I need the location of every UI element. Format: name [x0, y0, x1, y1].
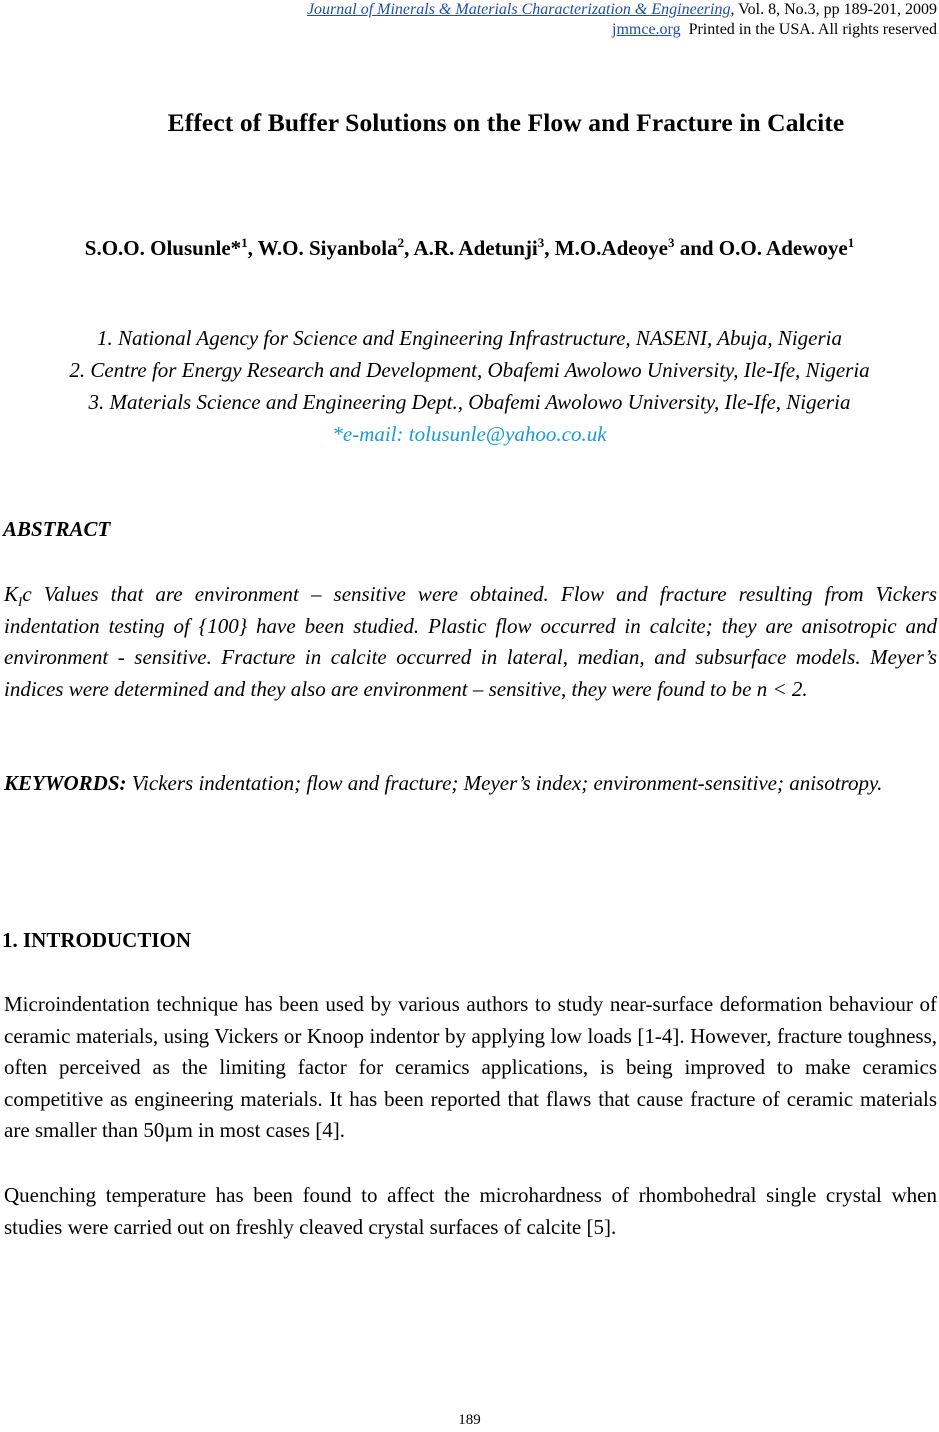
paper-title: Effect of Buffer Solutions on the Flow and Fracture in Calcite: [167, 108, 845, 137]
keywords-label: KEYWORDS:: [4, 771, 127, 795]
author-affil-sup: 1: [241, 235, 248, 250]
affiliation-3: 3. Materials Science and Engineering Dept., Obafemi Awolowo University, Ile-Ife, Nigeria: [88, 390, 851, 414]
keywords-text: Vickers indentation; flow and fracture; Meyer’s index; environment-sensitive; anisotropy.: [126, 771, 883, 795]
k-subscript: I: [18, 594, 23, 610]
intro-paragraph-2: Quenching temperature has been found to affect the microhardness of rhombohedral single crystal when studies were carried out on freshly cleaved crystal surfaces of calcite [5].: [4, 1183, 937, 1239]
abstract-text: [4, 579, 937, 705]
abstract-body: Values that are environment – sensitive were obtained. Flow and fracture resulting from Vickers indentation testing of {100} have been studied. Plastic flow occurred in calcite; they are anisotropic and environment - sensitive. Fracture in calcite occurred in lateral, median, and subsurface models. Meyer’s indices were determined and they also are environment – sensitive, they were found to be n < 2.: [4, 582, 937, 701]
keywords: [4, 768, 937, 800]
affiliation-2: 2. Centre for Energy Research and Development, Obafemi Awolowo University, Ile-Ife, Nigeria: [69, 358, 870, 382]
rights-notice: Printed in the USA. All rights reserved: [688, 21, 937, 38]
author-affil-sup: 1: [847, 235, 855, 250]
author-name: S.O.O. Olusunle*: [84, 236, 242, 260]
author-name: M.O.Adeoye: [554, 236, 668, 260]
author-separator: ,: [247, 236, 258, 260]
author-affil-sup: 2: [397, 235, 405, 250]
author-affil-sup: 3: [537, 235, 545, 250]
corresponding-email[interactable]: *e-mail: tolusunle@yahoo.co.uk: [332, 422, 607, 446]
journal-header: [307, 0, 937, 20]
intro-paragraph-1: Microindentation technique has been used by various authors to study near-surface deformation behaviour of ceramic materials, using Vickers or Knoop indentor by applying low loads [1-4]. However, fracture toughness, often perceived as the limiting factor for ceramics applications, is being improved to make ceramics competitive as engineering materials. It has been reported that flaws that cause fracture of ceramic materials are smaller than 50µm in most cases [4].: [4, 992, 937, 1143]
site-link[interactable]: jmmce.org: [612, 21, 681, 38]
author-name: A.R. Adetunji: [413, 236, 538, 260]
author-separator: and: [674, 236, 719, 260]
author-name: O.O. Adewoye: [718, 236, 848, 260]
introduction-heading: 1. INTRODUCTION: [2, 928, 192, 952]
affiliation-1: 1. National Agency for Science and Engineering Infrastructure, NASENI, Abuja, Nigeria: [96, 326, 843, 350]
k-symbol: K: [4, 582, 19, 606]
author-affil-sup: 3: [667, 235, 675, 250]
author-list: [0, 236, 939, 261]
page-number: 189: [458, 1412, 481, 1428]
journal-info: , Vol. 8, No.3, pp 189-201, 2009: [730, 1, 937, 18]
author-separator: ,: [404, 236, 414, 260]
site-header: [612, 20, 937, 40]
abstract-heading: ABSTRACT: [3, 517, 111, 541]
journal-name-link[interactable]: Journal of Minerals & Materials Characterization & Engineering: [306, 1, 731, 18]
k-suffix: c: [22, 582, 32, 606]
author-separator: ,: [544, 236, 555, 260]
author-name: W.O. Siyanbola: [257, 236, 398, 260]
